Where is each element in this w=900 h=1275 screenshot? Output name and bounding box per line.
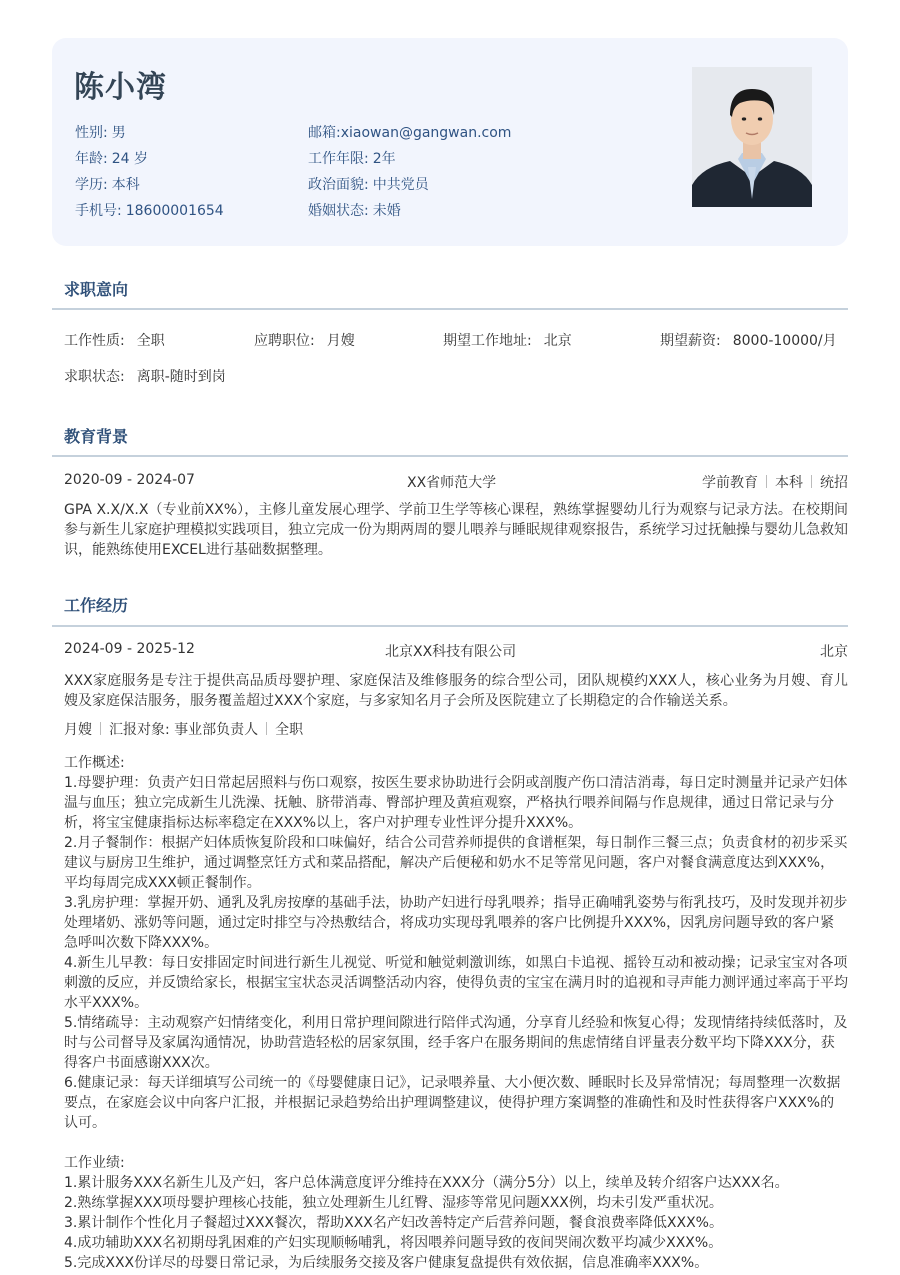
job-status-label: 求职状态: xyxy=(64,369,125,385)
job-type xyxy=(64,330,165,350)
gender-value: 男 xyxy=(111,125,126,141)
years-row xyxy=(308,148,396,168)
achievement-item: 4.成功辅助XXX名初期母乳困难的产妇实现顺畅哺乳，将因喂养问题导致的夜间哭闹次数平均减少XXX%。 xyxy=(64,1235,723,1251)
profile-photo xyxy=(692,67,812,207)
years-label: 工作年限: xyxy=(308,151,369,167)
education-degree: 本科 xyxy=(775,475,803,491)
job-position-value: 月嫂 xyxy=(326,333,355,349)
achievement-item: 2.熟练掌握XXX项母婴护理核心技能，独立处理新生儿红臀、湿疹等常见问题XXX例，均未引发严重状况。 xyxy=(64,1195,723,1211)
work-section-title: 工作经历 xyxy=(64,596,129,615)
achievements-label: 工作业绩: xyxy=(64,1155,125,1171)
overview-item: 3.乳房护理：掌握开奶、通乳及乳房按摩的基础手法，协助产妇进行母乳喂养；指导正确哺乳姿势与衔乳技巧，及时发现并初步处理堵奶、涨奶等问题，通过定时排空与冷热敷结合，将成功实现母乳喂养的客户比例提升XXX%，因乳房问题导致的客户紧急呼叫次数下降XXX%。 xyxy=(64,895,848,951)
email-value[interactable]: xiaowan@gangwan.com xyxy=(340,125,512,141)
overview-item: 2.月子餐制作：根据产妇体质恢复阶段和口味偏好，结合公司营养师提供的食谱框架，每日制作三餐三点；负责食材的初步采买建议与厨房卫生维护，通过调整烹饪方式和菜品搭配，解决产后便秘和奶水不足等常见问题，客户对餐食满意度达到XXX%，平均每周完成XXX顿正餐制作。 xyxy=(64,835,848,891)
achievement-item: 1.累计服务XXX名新生儿及产妇，客户总体满意度评分维持在XXX分（满分5分）以上，续单及转介绍客户达XXX名。 xyxy=(64,1175,789,1191)
education-period: 2020-09 - 2024-07 xyxy=(64,472,195,488)
overview-label: 工作概述: xyxy=(64,755,125,771)
tag-separator xyxy=(811,475,812,488)
education-description: GPA X.X/X.X（专业前XX%），主修儿童发展心理学、学前卫生学等核心课程，熟练掌握婴幼儿行为观察与记录方法。在校期间参与新生儿家庭护理模拟实践项目，独立完成一份为期两周的婴儿喂养与睡眠规律观察报告，系统学习过抚触操与婴幼儿急救知识，能熟练使用EXCEL进行基础数据整理。 xyxy=(64,502,848,558)
work-role: 月嫂 xyxy=(64,722,92,738)
gender-row xyxy=(75,122,126,142)
gender-label: 性别: xyxy=(75,125,108,141)
overview-item: 4.新生儿早教：每日安排固定时间进行新生儿视觉、听觉和触觉刺激训练，如黑白卡追视、摇铃互动和被动操；记录宝宝对各项刺激的反应，并反馈给家长，根据宝宝状态灵活调整活动内容，使得负责的宝宝在满月时的追视和寻声能力测评通过率高于平均水平XXX%。 xyxy=(64,955,848,1011)
email-label: 邮箱: xyxy=(308,125,341,141)
marital-row xyxy=(308,200,401,220)
job-salary xyxy=(660,330,837,350)
intent-section-title: 求职意向 xyxy=(64,280,129,299)
education-section-title: 教育背景 xyxy=(64,427,129,446)
job-type-value: 全职 xyxy=(136,333,165,349)
job-position xyxy=(254,330,355,350)
achievement-item: 5.完成XXX份详尽的母婴日常记录，为后续服务交接及客户健康复盘提供有效依据，信息准确率XXX%。 xyxy=(64,1255,709,1271)
political-row xyxy=(308,174,429,194)
age-value: 24 岁 xyxy=(111,151,148,167)
education-mode: 统招 xyxy=(820,475,848,491)
tag-separator xyxy=(766,475,767,488)
degree-label: 学历: xyxy=(75,177,108,193)
work-period: 2024-09 - 2025-12 xyxy=(64,641,195,657)
work-divider xyxy=(52,625,848,627)
email-row xyxy=(308,122,511,142)
job-location xyxy=(443,330,572,350)
job-status xyxy=(64,366,226,386)
candidate-name: 陈小湾 xyxy=(74,70,167,105)
education-school: XX省师范大学 xyxy=(407,475,497,491)
work-details xyxy=(64,753,848,1273)
degree-value: 本科 xyxy=(111,177,140,193)
job-location-value: 北京 xyxy=(543,333,572,349)
achievement-item: 3.累计制作个性化月子餐超过XXX餐次，帮助XXX名产妇改善特定产后营养问题，餐食浪费率降低XXX%。 xyxy=(64,1215,723,1231)
marital-label: 婚姻状态: xyxy=(308,203,369,219)
job-position-label: 应聘职位: xyxy=(254,333,315,349)
marital-value: 未婚 xyxy=(372,203,401,219)
education-major: 学前教育 xyxy=(702,475,758,491)
education-tags xyxy=(702,472,848,492)
phone-value: 18600001654 xyxy=(125,203,224,219)
political-label: 政治面貌: xyxy=(308,177,369,193)
tag-separator xyxy=(266,722,267,735)
work-type: 全职 xyxy=(275,722,304,738)
job-salary-value: 8000-10000/月 xyxy=(732,333,837,349)
job-salary-label: 期望薪资: xyxy=(660,333,721,349)
job-location-label: 期望工作地址: xyxy=(443,333,532,349)
overview-item: 1.母婴护理：负责产妇日常起居照料与伤口观察，按医生要求协助进行会阴或剖腹产伤口清洁消毒，每日定时测量并记录产妇体温与血压；独立完成新生儿洗澡、抚触、脐带消毒、臀部护理及黄疸观察，严格执行喂养间隔与作息规律，通过日常记录与分析，将宝宝健康指标达标率稳定在XXX%以上，客户对护理专业性评分提升XXX%。 xyxy=(64,775,848,831)
person-portrait-icon xyxy=(692,67,812,207)
age-row xyxy=(75,148,148,168)
phone-row xyxy=(75,200,224,220)
overview-item: 6.健康记录：每天详细填写公司统一的《母婴健康日记》，记录喂养量、大小便次数、睡眠时长及异常情况；每周整理一次数据要点，在家庭会议中向客户汇报，并根据记录趋势给出护理调整建议，使得护理方案调整的准确性和及时性获得客户XXX%的认可。 xyxy=(64,1075,841,1131)
job-type-label: 工作性质: xyxy=(64,333,125,349)
work-city: 北京 xyxy=(820,644,848,660)
work-tags xyxy=(64,719,303,739)
overview-item: 5.情绪疏导：主动观察产妇情绪变化，利用日常护理间隙进行陪伴式沟通，分享育儿经验和恢复心得；发现情绪持续低落时，及时与公司督导及家属沟通情况，协助营造轻松的居家氛围，经手客户在服务期间的焦虑情绪自评量表分数平均下降XXX分，获得客户书面感谢XXX次。 xyxy=(64,1015,848,1071)
work-company: 北京XX科技有限公司 xyxy=(385,644,517,660)
spacer xyxy=(64,1133,848,1153)
degree-row xyxy=(75,174,140,194)
phone-label: 手机号: xyxy=(75,203,122,219)
work-report: 汇报对象: 事业部负责人 xyxy=(109,722,259,738)
education-divider xyxy=(52,455,848,457)
age-label: 年龄: xyxy=(75,151,108,167)
intent-divider xyxy=(52,308,848,310)
tag-separator xyxy=(100,722,101,735)
job-status-value: 离职-随时到岗 xyxy=(136,369,226,385)
company-description: XXX家庭服务是专注于提供高品质母婴护理、家庭保洁及维修服务的综合型公司，团队规模约XXX人，核心业务为月嫂、育儿嫂及家庭保洁服务，服务覆盖超过XXX个家庭，与多家知名月子会所及医院建立了长期稳定的合作输送关系。 xyxy=(64,673,848,709)
years-value: 2年 xyxy=(372,151,396,167)
political-value: 中共党员 xyxy=(372,177,429,193)
